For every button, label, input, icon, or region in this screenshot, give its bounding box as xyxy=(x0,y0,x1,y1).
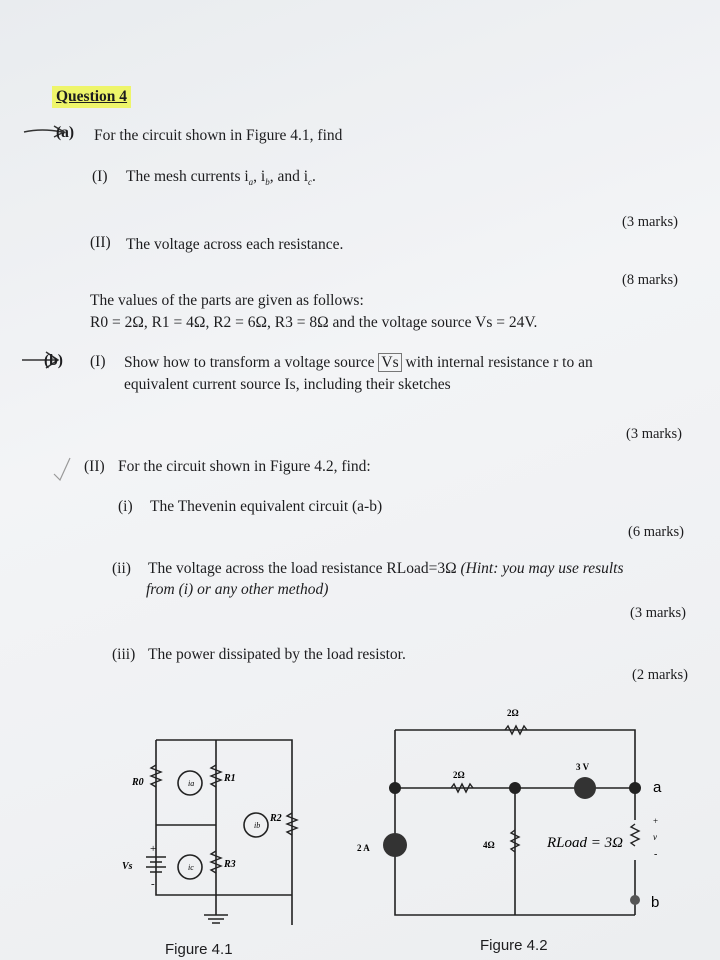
fig42-2a-source xyxy=(383,833,407,857)
fig41-r0-label: R0 xyxy=(132,777,144,788)
figure-4-2-circuit xyxy=(355,700,685,920)
fig42-r-mid-label: 2Ω xyxy=(453,770,465,780)
part-a-I-text: The mesh currents $i_a$, $i_b$, and $i_c$. xyxy=(126,168,316,188)
fig42-r-top-label: 2Ω xyxy=(507,708,519,718)
values-line-2: R0 = 2Ω, R1 = 4Ω, R2 = 6Ω, R3 = 8Ω and the voltage source Vs = 24V. xyxy=(90,314,538,331)
part-b-ii-label: (ii) xyxy=(112,560,131,577)
fig42-node-b xyxy=(630,895,640,905)
fig41-ib-label: ib xyxy=(254,821,261,830)
figure-4-2-caption: Figure 4.2 xyxy=(480,937,548,954)
marks-b-i: (6 marks) xyxy=(628,524,684,540)
part-a-II-label: (II) xyxy=(90,234,111,251)
part-b-I-line1: Show how to transform a voltage source Vs with internal resistance r to an xyxy=(124,354,593,371)
fig42-plus-label: + xyxy=(653,816,659,826)
part-b-label: (b) xyxy=(44,352,63,369)
fig42-minus-label: - xyxy=(654,849,658,860)
part-a-label: (a) xyxy=(56,124,75,141)
part-b-I-line2: equivalent current source Is, including their sketches xyxy=(124,376,451,393)
fig42-v-label: v xyxy=(653,832,657,842)
part-b-i-label: (i) xyxy=(118,498,133,515)
fig41-ia-label: ia xyxy=(188,779,195,788)
fig41-minus-label: - xyxy=(151,878,155,890)
figure-4-1-caption: Figure 4.1 xyxy=(165,941,233,958)
marks-a-II: (8 marks) xyxy=(622,272,678,288)
fig42-node-mid xyxy=(509,782,521,794)
fig42-node-a xyxy=(629,782,641,794)
part-a-II-text: The voltage across each resistance. xyxy=(126,236,344,253)
values-line-1: The values of the parts are given as follows: xyxy=(90,292,364,309)
part-b-i-text: The Thevenin equivalent circuit (a-b) xyxy=(150,498,383,515)
fig41-plus-label: + xyxy=(150,843,157,855)
fig42-2a-label: 2 A xyxy=(357,843,370,853)
part-b-iii-label: (iii) xyxy=(112,646,136,663)
marks-b-I: (3 marks) xyxy=(626,426,682,442)
fig42-node-left xyxy=(389,782,401,794)
fig41-r2-label: R2 xyxy=(270,813,282,824)
marks-b-ii: (3 marks) xyxy=(630,605,686,621)
part-b-ii-text: The voltage across the load resistance RLoad=3Ω (Hint: you may use results xyxy=(148,560,624,577)
fig42-b-label: b xyxy=(651,894,660,911)
fig41-r1-label: R1 xyxy=(224,773,236,784)
fig41-vs-label: Vs xyxy=(122,861,133,872)
marks-a-I: (3 marks) xyxy=(622,214,678,230)
fig42-3v-source xyxy=(574,777,596,799)
part-a-intro: For the circuit shown in Figure 4.1, find xyxy=(94,127,343,144)
fig42-r-4-label: 4Ω xyxy=(483,840,495,850)
part-b-II-text: For the circuit shown in Figure 4.2, find: xyxy=(118,458,371,475)
fig41-r3-label: R3 xyxy=(224,859,236,870)
part-b-iii-text: The power dissipated by the load resistor. xyxy=(148,646,406,663)
part-b-I-label: (I) xyxy=(90,353,106,370)
part-a-I-label: (I) xyxy=(92,168,108,185)
question-title: Question 4 xyxy=(52,86,131,108)
fig42-rload-label: RLoad = 3Ω xyxy=(547,835,623,851)
figure-4-1-circuit xyxy=(120,725,320,925)
fig42-3v-label: 3 V xyxy=(576,762,590,772)
fig41-ic-label: ic xyxy=(188,863,194,872)
part-b-ii-hint-2: from (i) or any other method) xyxy=(146,581,329,598)
part-b-II-label: (II) xyxy=(84,458,105,475)
handwritten-checkmark-icon xyxy=(52,456,72,482)
fig42-a-label: a xyxy=(653,779,662,796)
marks-b-iii: (2 marks) xyxy=(632,667,688,683)
